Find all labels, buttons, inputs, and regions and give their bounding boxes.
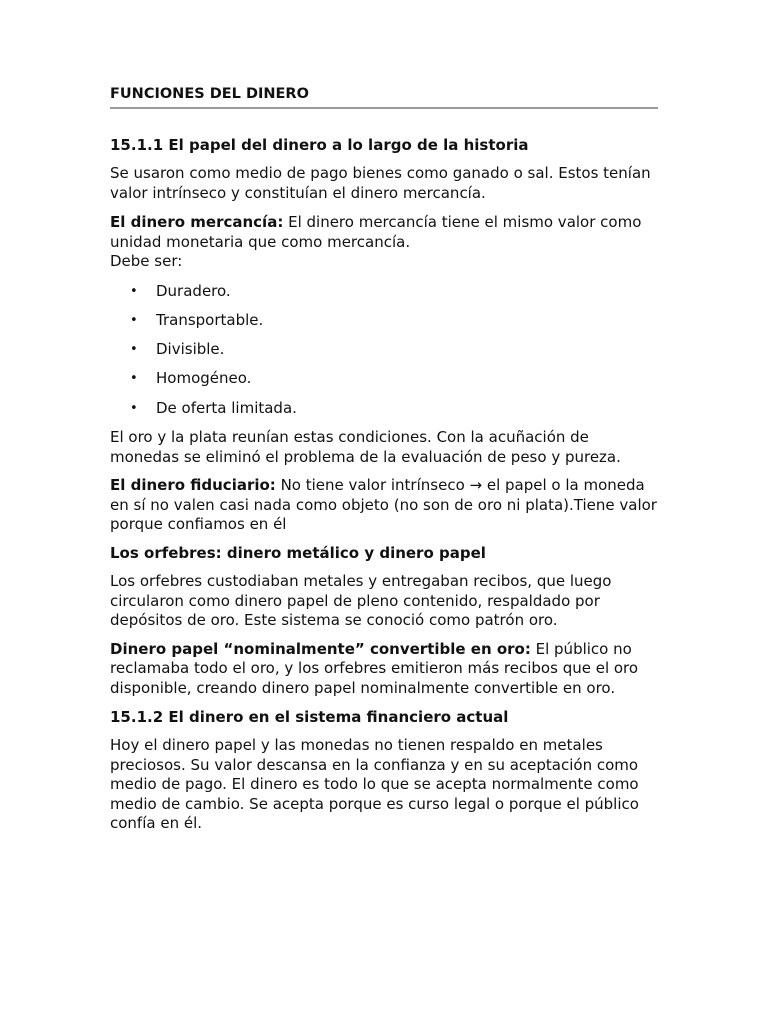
list-item-text: Divisible. — [156, 340, 225, 359]
bullet-icon: • — [130, 400, 138, 416]
section-heading-historia: 15.1.1 El papel del dinero a lo largo de la historia — [110, 136, 529, 154]
list-item — [110, 340, 658, 360]
bullet-icon: • — [130, 342, 138, 358]
orfebres-heading: Los orfebres: dinero metálico y dinero papel — [110, 543, 486, 562]
paragraph-dinero-mercancia — [110, 213, 658, 272]
term-dinero-nominal: Dinero papel “nominalmente” convertible en oro: — [110, 639, 531, 658]
list-item — [110, 399, 658, 419]
paragraph-orfebres: Los orfebres custodiaban metales y entregaban recibos, que luego circularon como dinero papel de pleno contenido, respaldado por depósitos de oro. Este sistema se conoció como patrón oro. — [110, 572, 612, 630]
list-item-text: Duradero. — [156, 281, 231, 300]
requirements-list — [110, 282, 658, 419]
term-dinero-mercancia: El dinero mercancía: — [110, 213, 284, 231]
section-heading-sistema-actual: 15.1.2 El dinero en el sistema financiero actual — [110, 708, 509, 727]
bullet-icon: • — [130, 312, 138, 328]
bullet-icon: • — [130, 371, 138, 387]
definition-dinero-fiduciario: No tiene valor intrínseco → el papel o la moneda en sí no valen casi nada como objeto (no son de oro ni plata).Tiene valor porque confiamos en él — [110, 476, 657, 534]
definition-dinero-nominal: El público no reclamaba todo el oro, y los orfebres emitieron más recibos que el oro disponible, creando dinero papel nominalmente convertible en oro. — [110, 639, 639, 697]
list-item-text: Homogéneo. — [156, 369, 252, 388]
definition-dinero-mercancia: El dinero mercancía tiene el mismo valor como unidad monetaria que como mercancía. — [110, 213, 642, 251]
bullet-icon: • — [130, 283, 138, 299]
paragraph-sistema-actual: Hoy el dinero papel y las monedas no tienen respaldo en metales preciosos. Su valor descansa en la confianza y en su aceptación como medio de pago. El dinero es todo lo que se acepta normalmente como medio de cambio. Se acepta porque es curso legal o porque el público confía en él. — [110, 736, 639, 833]
list-item-text: De oferta limitada. — [156, 398, 297, 417]
paragraph-dinero-fiduciario — [110, 476, 658, 535]
debe-ser-label: Debe ser: — [110, 252, 183, 270]
list-item — [110, 369, 658, 389]
paragraph-dinero-nominal — [110, 640, 658, 699]
paragraph-oro-plata: El oro y la plata reunían estas condiciones. Con la acuñación de monedas se eliminó el problema de la evaluación de peso y pureza. — [110, 428, 621, 466]
subheading-orfebres — [110, 544, 658, 564]
document-body — [110, 84, 658, 834]
list-item-text: Transportable. — [156, 310, 264, 329]
list-item — [110, 311, 658, 331]
term-dinero-fiduciario: El dinero fiduciario: — [110, 476, 276, 495]
document-title: FUNCIONES DEL DINERO — [110, 84, 658, 109]
list-item — [110, 282, 658, 302]
paragraph-intro: Se usaron como medio de pago bienes como ganado o sal. Estos tenían valor intrínseco y constituían el dinero mercancía. — [110, 164, 651, 202]
